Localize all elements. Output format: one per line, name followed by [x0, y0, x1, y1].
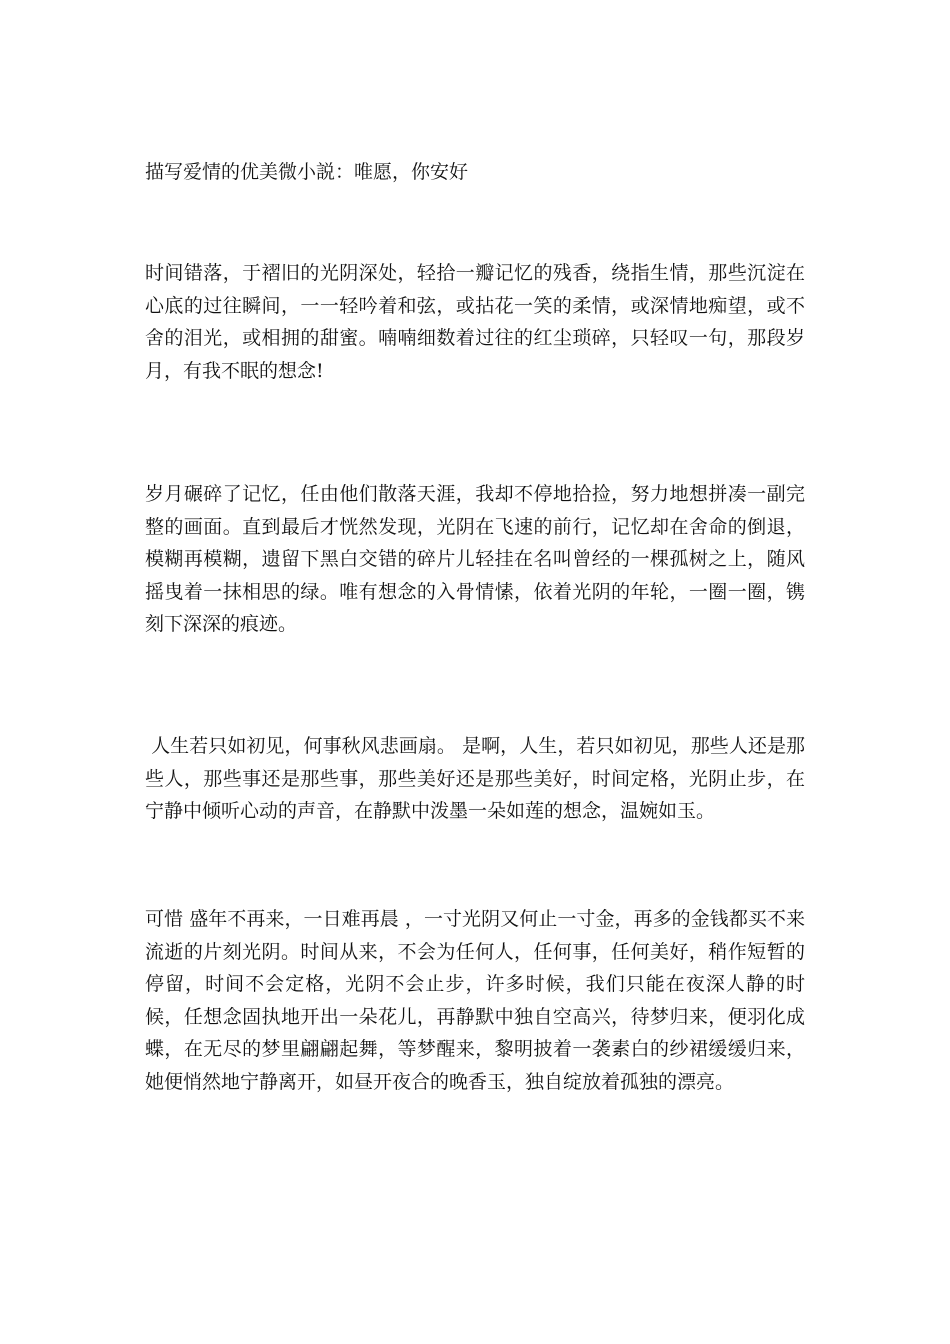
paragraph-2: 岁月碾碎了记忆，任由他们散落天涯，我却不停地拾捡，努力地想拼凑一副完整的画面。直到最后才恍然发现，光阴在飞速的前行，记忆却在舍命的倒退，模糊再模糊，遗留下黑白交错的碎片儿轻挂在名叫曾经的一棵孤树之上，随风摇曳着一抹相思的绿。唯有想念的入骨情愫，依着光阴的年轮，一圈一圈，镌刻下深深的痕迹。	[145, 483, 805, 635]
paragraph-3: 人生若只如初见，何事秋风悲画扇。 是啊，人生，若只如初见，那些人还是那些人，那些事还是那些事，那些美好还是那些美好，时间定格，光阴止步，在宁静中倾听心动的声音，在静默中泼墨一朵如莲的想念，温婉如玉。	[145, 735, 806, 822]
document-title: 描写爱情的优美微小説：唯愿，你安好	[145, 161, 469, 183]
paragraph-1: 时间错落，于褶旧的光阴深处，轻拾一瓣记忆的残香，绕指生情，那些沉淀在心底的过往瞬间，一一轻吟着和弦，或拈花一笑的柔情，或深情地痴望，或不舍的泪光，或相拥的甜蜜。喃喃细数着过往的红尘琐碎，只轻叹一句，那段岁月，有我不眠的想念!	[145, 262, 805, 382]
paragraph-4: 可惜 盛年不再来，一日难再晨 ，一寸光阴又何止一寸金，再多的金钱都买不来流逝的片刻光阴。时间从来，不会为任何人，任何事，任何美好，稍作短暂的停留，时间不会定格，光阴不会止步，许多时候，我们只能在夜深人静的时候，任想念固执地开出一朵花儿，再静默中独自空高兴，待梦归来，便羽化成蝶，在无尽的梦里翩翩起舞，等梦醒来，黎明披着一袭素白的纱裙缓缓归来，她便悄然地宁静离开，如昼开夜合的晚香玉，独自绽放着孤独的漂亮。	[145, 908, 805, 1093]
